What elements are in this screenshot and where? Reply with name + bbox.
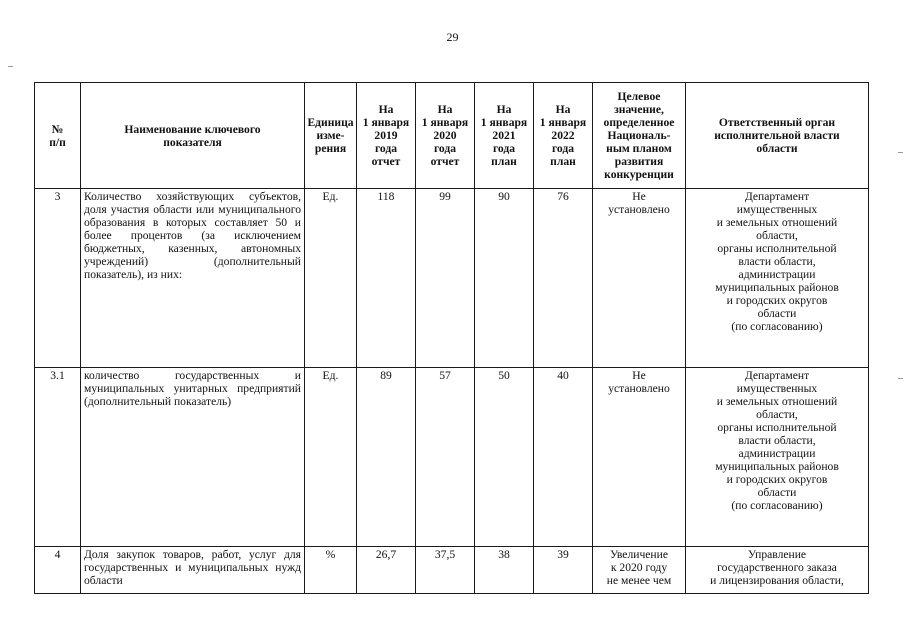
row-target-value: Не установлено (593, 189, 686, 368)
row-value-2020: 37,5 (416, 547, 475, 594)
scan-edge-mark (898, 152, 903, 153)
table-row (35, 189, 869, 368)
row-indicator-name: количество государственных и муниципальных унитарных предприятий (дополнительный показатель) (81, 368, 305, 547)
row-indicator-name: Доля закупок товаров, работ, услуг для государственных и муниципальных нужд области (81, 547, 305, 594)
page-number: 29 (446, 30, 459, 44)
row-target-value: Не установлено (593, 368, 686, 547)
row-unit: Ед. (305, 368, 357, 547)
table-header-row (35, 83, 869, 189)
row-indicator-name: Количество хозяйствующих субъектов, доля участия области или муниципального образования в которых составляет 50 и более процентов (за исключением бюджетных, казенных, автономных учреждений) (дополнительный показатель), из них: (81, 189, 305, 368)
header-2020-report: На 1 января 2020 года отчет (416, 83, 475, 189)
table-row (35, 547, 869, 594)
header-indicator-name: Наименование ключевого показателя (81, 83, 305, 189)
header-2019-report: На 1 января 2019 года отчет (357, 83, 416, 189)
row-target-value: Увеличение к 2020 году не менее чем (593, 547, 686, 594)
header-2022-plan: На 1 января 2022 года план (534, 83, 593, 189)
header-unit: Единица изме- рения (305, 83, 357, 189)
row-value-2019: 118 (357, 189, 416, 368)
header-target-value: Целевое значение, определенное Националь- ным планом развития конкуренции (593, 83, 686, 189)
row-value-2022: 39 (534, 547, 593, 594)
row-num: 3 (35, 189, 81, 368)
row-unit: Ед. (305, 189, 357, 368)
header-responsible-body: Ответственный орган исполнительной власти области (686, 83, 869, 189)
header-num: № п/п (35, 83, 81, 189)
row-value-2022: 76 (534, 189, 593, 368)
row-unit: % (305, 547, 357, 594)
header-2021-plan: На 1 января 2021 года план (475, 83, 534, 189)
row-value-2021: 90 (475, 189, 534, 368)
table-row (35, 368, 869, 547)
scan-edge-mark (8, 66, 13, 67)
row-responsible-body: Департамент имущественных и земельных отношений области, органы исполнительной власти области, администрации муниципальных районов и городских округов области (по согласованию) (686, 189, 869, 368)
row-value-2020: 99 (416, 189, 475, 368)
key-indicators-table (34, 82, 869, 594)
row-value-2019: 26,7 (357, 547, 416, 594)
row-responsible-body: Департамент имущественных и земельных отношений области, органы исполнительной власти области, администрации муниципальных районов и городских округов области (по согласованию) (686, 368, 869, 547)
row-num: 4 (35, 547, 81, 594)
row-value-2021: 50 (475, 368, 534, 547)
row-value-2021: 38 (475, 547, 534, 594)
scan-edge-mark (898, 378, 903, 379)
row-value-2019: 89 (357, 368, 416, 547)
row-num: 3.1 (35, 368, 81, 547)
row-responsible-body: Управление государственного заказа и лицензирования области, (686, 547, 869, 594)
row-value-2020: 57 (416, 368, 475, 547)
row-value-2022: 40 (534, 368, 593, 547)
